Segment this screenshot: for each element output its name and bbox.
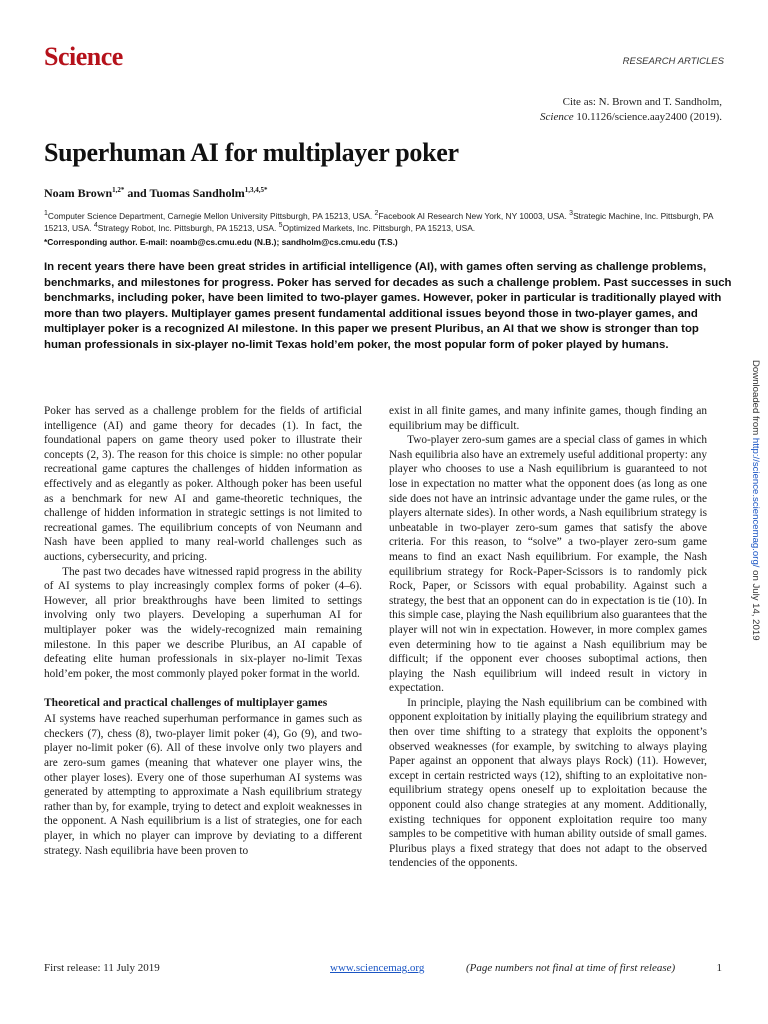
affiliations — [44, 210, 734, 234]
abstract: In recent years there have been great strides in artificial intelligence (AI), with games often serving as challenge problems, benchmarks, and milestones for progress. Poker has served for decades as such a challenge problem. Past successes in such benchmarks, including poker, have been limited to two-player games. However, poker in particular is traditionally played with more than two players. Multiplayer games present fundamental additional issues beyond those in two-player games, and multiplayer poker is a recognized AI milestone. In this paper we present Pluribus, an AI that we show is stronger than top human professionals in six-player no-limit Texas hold’em poker, the most popular form of poker played by humans. — [44, 261, 732, 351]
page-number-note: (Page numbers not final at time of first release) — [466, 962, 676, 974]
paragraph: AI systems have reached superhuman performance in games such as checkers (7), chess (8), two-player limit poker (4), Go (9), and two-player no-limit poker (6). All of these involve only two players and are zero-sum games (meaning that whatever one player wins, the other player loses). Every one of those superhuman AI systems was generated by attempting to approximate a Nash equilibrium strategy rather than by, for example, trying to detect and exploit weaknesses in the opponent. A Nash equilibrium is a list of strategies, one for each player, in which no player can improve by deviating to a different strategy. Nash equilibria have been proven to — [44, 713, 362, 857]
paragraph: Poker has served as a challenge problem for the fields of artificial intelligence (AI) and game theory for decades (1). In fact, the foundational papers on game theory used poker to illustrate their concepts (2, 3). The reason for this choice is simple: no other popular recreational game captures the challenges of hidden information as effectively and as elegantly as poker. Although poker has been useful as a benchmark for new AI and game-theoretic techniques, the challenge of hidden information in strategic settings is not limited to recreational games. The equilibrium concepts of von Neumann and Nash have been applied to many real-world challenges such as auctions, cybersecurity, and pricing. — [44, 405, 362, 563]
affil-3: Strategic Machine, Inc. Pittsburgh, PA 15213, USA. — [44, 211, 714, 233]
download-notice — [750, 360, 761, 641]
citation-line-1: Cite as: N. Brown and T. Sandholm, — [562, 96, 722, 108]
author-2-name: Tuomas Sandholm — [149, 186, 245, 200]
affil-2-marker: 2 — [374, 210, 379, 218]
body-column-right — [389, 404, 707, 871]
citation-journal: Science — [540, 111, 574, 123]
author-2-affil: 1,3,4,5* — [244, 186, 268, 194]
journal-url-link[interactable]: www.sciencemag.org — [330, 962, 425, 974]
section-heading: Theoretical and practical challenges of multiplayer games — [44, 697, 328, 710]
release-date: First release: 11 July 2019 — [44, 962, 160, 974]
download-suffix: on July 14, 2019 — [750, 567, 761, 641]
affil-5-marker: 5 — [278, 222, 283, 230]
author-1-name: Noam Brown — [44, 186, 113, 200]
paragraph: The past two decades have witnessed rapid progress in the ability of AI systems to play increasingly complex forms of poker (4–6). However, all prior breakthroughs have been limited to settings involving only two players. Developing a superhuman AI for multiplayer poker was the widely-recognized main remaining milestone. In this paper we describe Pluribus, an AI capable of defeating elite human professionals in six-player no-limit Texas hold’em poker, the most commonly played poker format in the world. — [44, 565, 362, 680]
journal-logo: Science — [44, 42, 123, 71]
paragraph: exist in all finite games, and many infinite games, though finding an equilibrium may be difficult. — [389, 405, 707, 432]
author-1-affil: 1,2* — [112, 186, 125, 194]
affil-4: Strategy Robot, Inc. Pittsburgh, PA 15213, USA. — [97, 223, 279, 233]
download-link[interactable]: http://science.sciencemag.org/ — [750, 437, 761, 568]
affil-3-marker: 3 — [569, 210, 574, 218]
author-and: and — [124, 186, 150, 200]
paragraph: Two-player zero-sum games are a special class of games in which Nash equilibria also have an extremely useful additional property: any player who chooses to use a Nash equilibrium is guaranteed to not lose in expectation no matter what the opponent does (as long as one side does not have an intrinsic advantage under the game rules, or the players alternate sides). In other words, a Nash equilibrium strategy is unbeatable in two-player zero-sum games that satisfy the above criteria. For this reason, to “solve” a two-player zero-sum game means to find an exact Nash equilibrium. For example, the Nash equilibrium strategy for Rock-Paper-Scissors is to randomly pick Rock, Paper, or Scissors with equal probability. Against such a strategy, the best that an opponent can do in expectation is tie (10). In this simple case, playing the Nash equilibrium also guarantees that the player will not win in expectation. However, in more complex games even determining how to tie against a Nash equilibrium may be difficult; if the opponent ever chooses suboptimal actions, then playing the Nash equilibrium will indeed result in victory in expectation. — [389, 434, 707, 695]
affil-5: Optimized Markets, Inc. Pittsburgh, PA 15213, USA. — [282, 223, 476, 233]
corresponding-author: *Corresponding author. E-mail: noamb@cs.cmu.edu (N.B.); sandholm@cs.cmu.edu (T.S.) — [44, 237, 398, 247]
citation-doi: 10.1126/science.aay2400 (2019). — [576, 111, 722, 123]
author-list — [44, 186, 268, 201]
paper-title: Superhuman AI for multiplayer poker — [44, 138, 459, 167]
citation-line-2 — [540, 110, 722, 125]
paragraph: In principle, playing the Nash equilibrium can be combined with opponent exploitation by initially playing the equilibrium strategy and then over time shifting to a strategy that exploits the opponent’s observed weaknesses (for example, by switching to always playing Paper against an opponent that always plays Rock) (11). However, except in certain restricted ways (12), shifting to an exploitative non-equilibrium strategy opens oneself up to exploitation because the opponent could also change strategies at any moment. Additionally, existing techniques for opponent exploitation require too many samples to be competitive with human ability outside of small games. Pluribus plays a fixed strategy that does not adapt to the observed tendencies of the opponents. — [389, 696, 707, 870]
affil-4-marker: 4 — [93, 222, 98, 230]
affil-1-marker: 1 — [44, 210, 48, 218]
citation-block — [540, 95, 722, 125]
body-column-left — [44, 404, 362, 858]
download-prefix: Downloaded from — [750, 360, 761, 438]
page-number: 1 — [716, 962, 722, 974]
affil-2: Facebook AI Research New York, NY 10003, USA. — [378, 211, 570, 221]
affil-1: Computer Science Department, Carnegie Mellon University Pittsburgh, PA 15213, USA. — [47, 211, 375, 221]
section-label: RESEARCH ARTICLES — [622, 56, 724, 67]
